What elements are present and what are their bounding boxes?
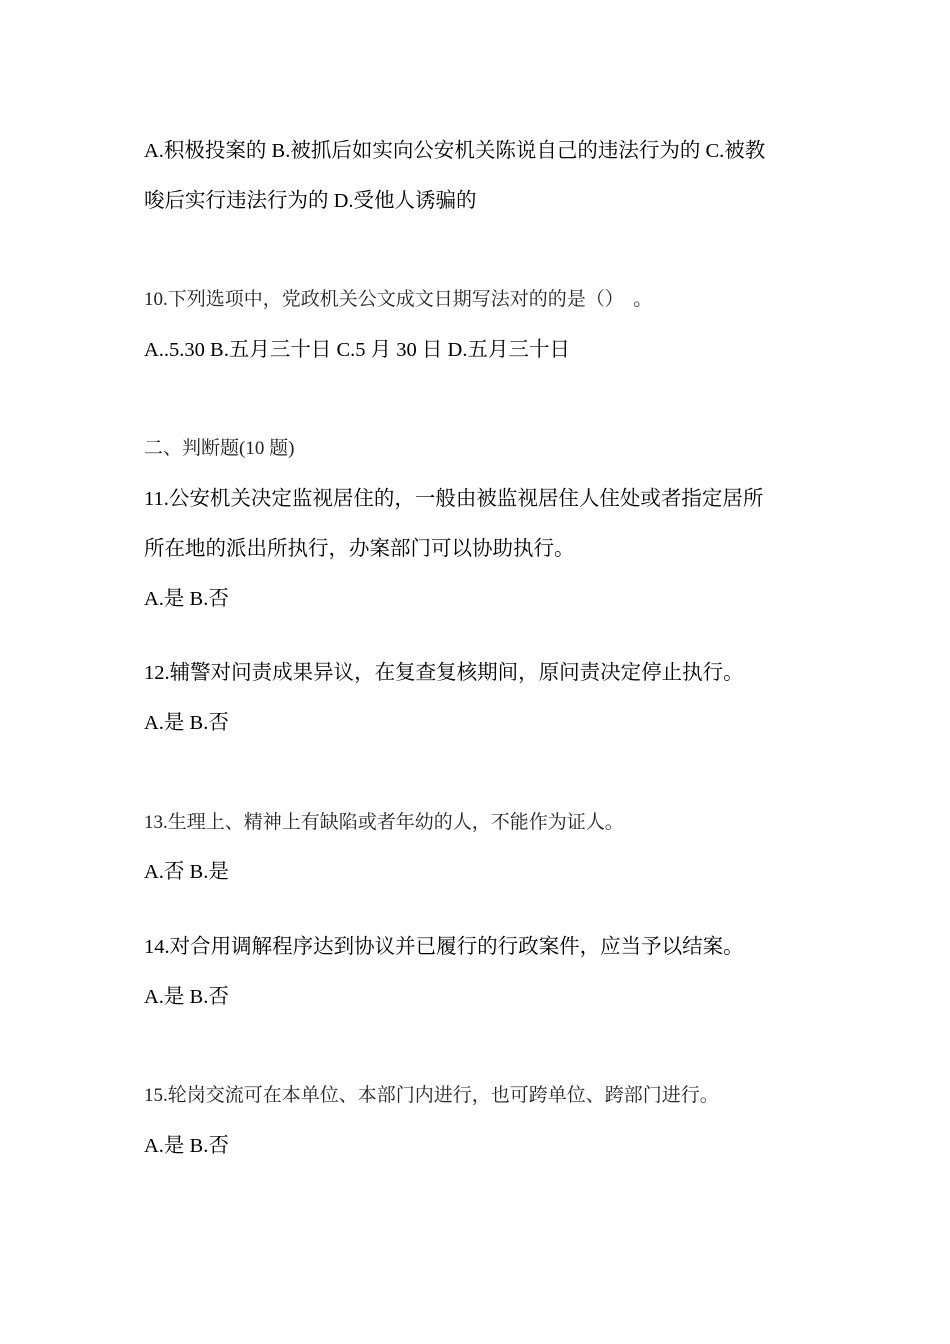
- q10-question: 10.下列选项中，党政机关公文成文日期写法对的的是（） 。: [144, 289, 653, 310]
- q12-question: 12.辅警对问责成果异议，在复查复核期间，原问责决定停止执行。: [144, 662, 744, 684]
- section-heading-judgment: 二、判断题(10 题): [144, 438, 295, 459]
- q15-question: 15.轮岗交流可在本单位、本部门内进行，也可跨单位、跨部门进行。: [144, 1085, 719, 1106]
- q15-options: A.是 B.否: [144, 1135, 229, 1157]
- q9-options-line-2: 唆后实行违法行为的 D.受他人诱骗的: [144, 190, 477, 212]
- q13-question: 13.生理上、精神上有缺陷或者年幼的人，不能作为证人。: [144, 812, 624, 833]
- q11-question-line-2: 所在地的派出所执行，办案部门可以协助执行。: [144, 538, 575, 560]
- q13-options: A.否 B.是: [144, 861, 229, 883]
- q14-question: 14.对合用调解程序达到协议并已履行的行政案件，应当予以结案。: [144, 936, 744, 958]
- q11-question-line-1: 11.公安机关决定监视居住的，一般由被监视居住人住处或者指定居所: [144, 488, 764, 510]
- q9-options-line-1: A.积极投案的 B.被抓后如实向公安机关陈说自己的违法行为的 C.被教: [144, 140, 766, 162]
- q10-options: A..5.30 B.五月三十日 C.5 月 30 日 D.五月三十日: [144, 339, 570, 361]
- q12-options: A.是 B.否: [144, 712, 229, 734]
- q14-options: A.是 B.否: [144, 986, 229, 1008]
- q11-options: A.是 B.否: [144, 588, 229, 610]
